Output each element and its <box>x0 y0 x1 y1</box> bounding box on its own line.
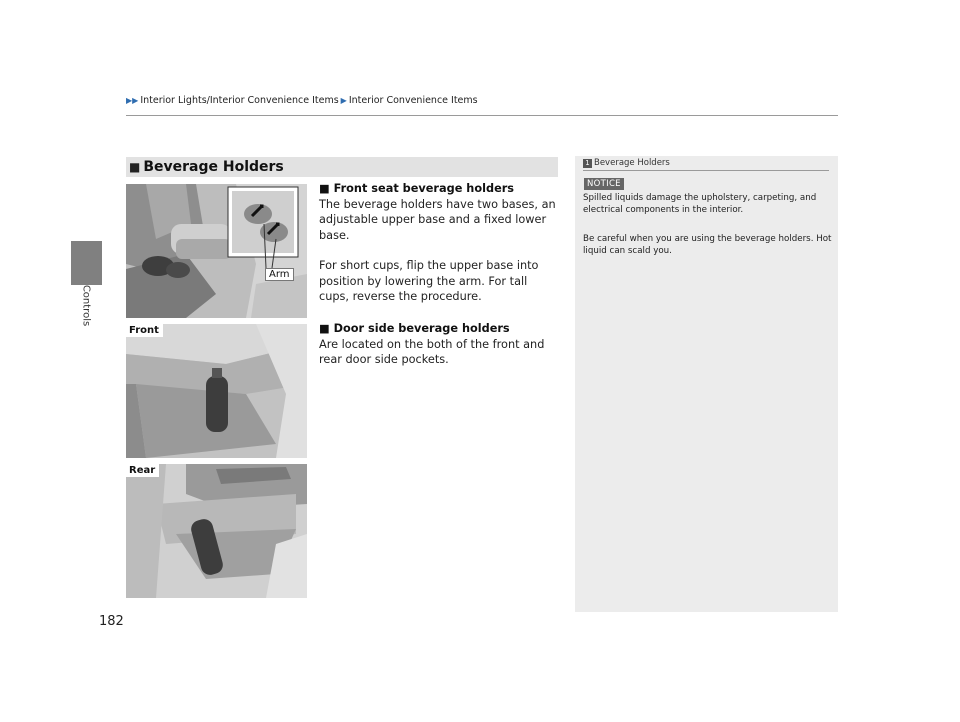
front-seat-paragraph-1: The beverage holders have two bases, an adjustable upper base and a fixed lower base. <box>319 197 556 242</box>
side-note-panel <box>575 156 838 612</box>
front-door-pocket-illustration <box>126 324 307 458</box>
header-divider <box>126 115 838 116</box>
chapter-label: Controls <box>80 284 92 327</box>
front-seat-heading: ■ Front seat beverage holders <box>319 182 515 195</box>
front-seat-holder-illustration <box>126 184 307 318</box>
rear-photo-tag: Rear <box>126 464 159 477</box>
arm-callout-label: Arm <box>265 268 294 281</box>
chapter-tab <box>71 241 102 285</box>
rear-door-pocket-photo <box>126 464 307 598</box>
door-side-paragraph-1: Are located on the both of the front and rear door side pockets. <box>319 337 545 366</box>
front-photo-tag: Front <box>126 324 163 337</box>
side-note-header <box>583 158 670 168</box>
front-door-pocket-photo <box>126 324 307 458</box>
door-side-heading: ■ Door side beverage holders <box>319 322 510 335</box>
section-marker: ■ <box>129 160 141 174</box>
notice-badge: NOTICE <box>584 178 624 190</box>
front-seat-holder-photo <box>126 184 307 318</box>
section-title: Beverage Holders <box>143 159 284 175</box>
section-header <box>126 157 558 177</box>
front-seat-section <box>319 181 559 305</box>
caution-text: Be careful when you are using the beverage holders. Hot liquid can scald you. <box>583 234 832 256</box>
breadcrumb-arrow-icon: ▶▶ <box>126 96 139 105</box>
front-seat-paragraph-2: For short cups, flip the upper base into position by lowering the arm. For tall cups, reverse the procedure. <box>319 259 539 303</box>
breadcrumb-item-interior-lights[interactable]: Interior Lights/Interior Convenience Items <box>140 95 339 106</box>
breadcrumb-item-convenience[interactable]: Interior Convenience Items <box>348 95 478 106</box>
door-side-section <box>319 321 559 368</box>
side-note-divider <box>583 170 829 171</box>
page-number: 182 <box>99 614 124 629</box>
notice-text: Spilled liquids damage the upholstery, carpeting, and electrical components in the interior. <box>583 193 817 215</box>
note-reference-icon: 1 <box>583 159 592 168</box>
breadcrumb <box>126 95 478 106</box>
breadcrumb-arrow-icon: ▶ <box>340 96 347 105</box>
rear-door-pocket-illustration <box>126 464 307 598</box>
side-note-title: Beverage Holders <box>594 158 670 168</box>
